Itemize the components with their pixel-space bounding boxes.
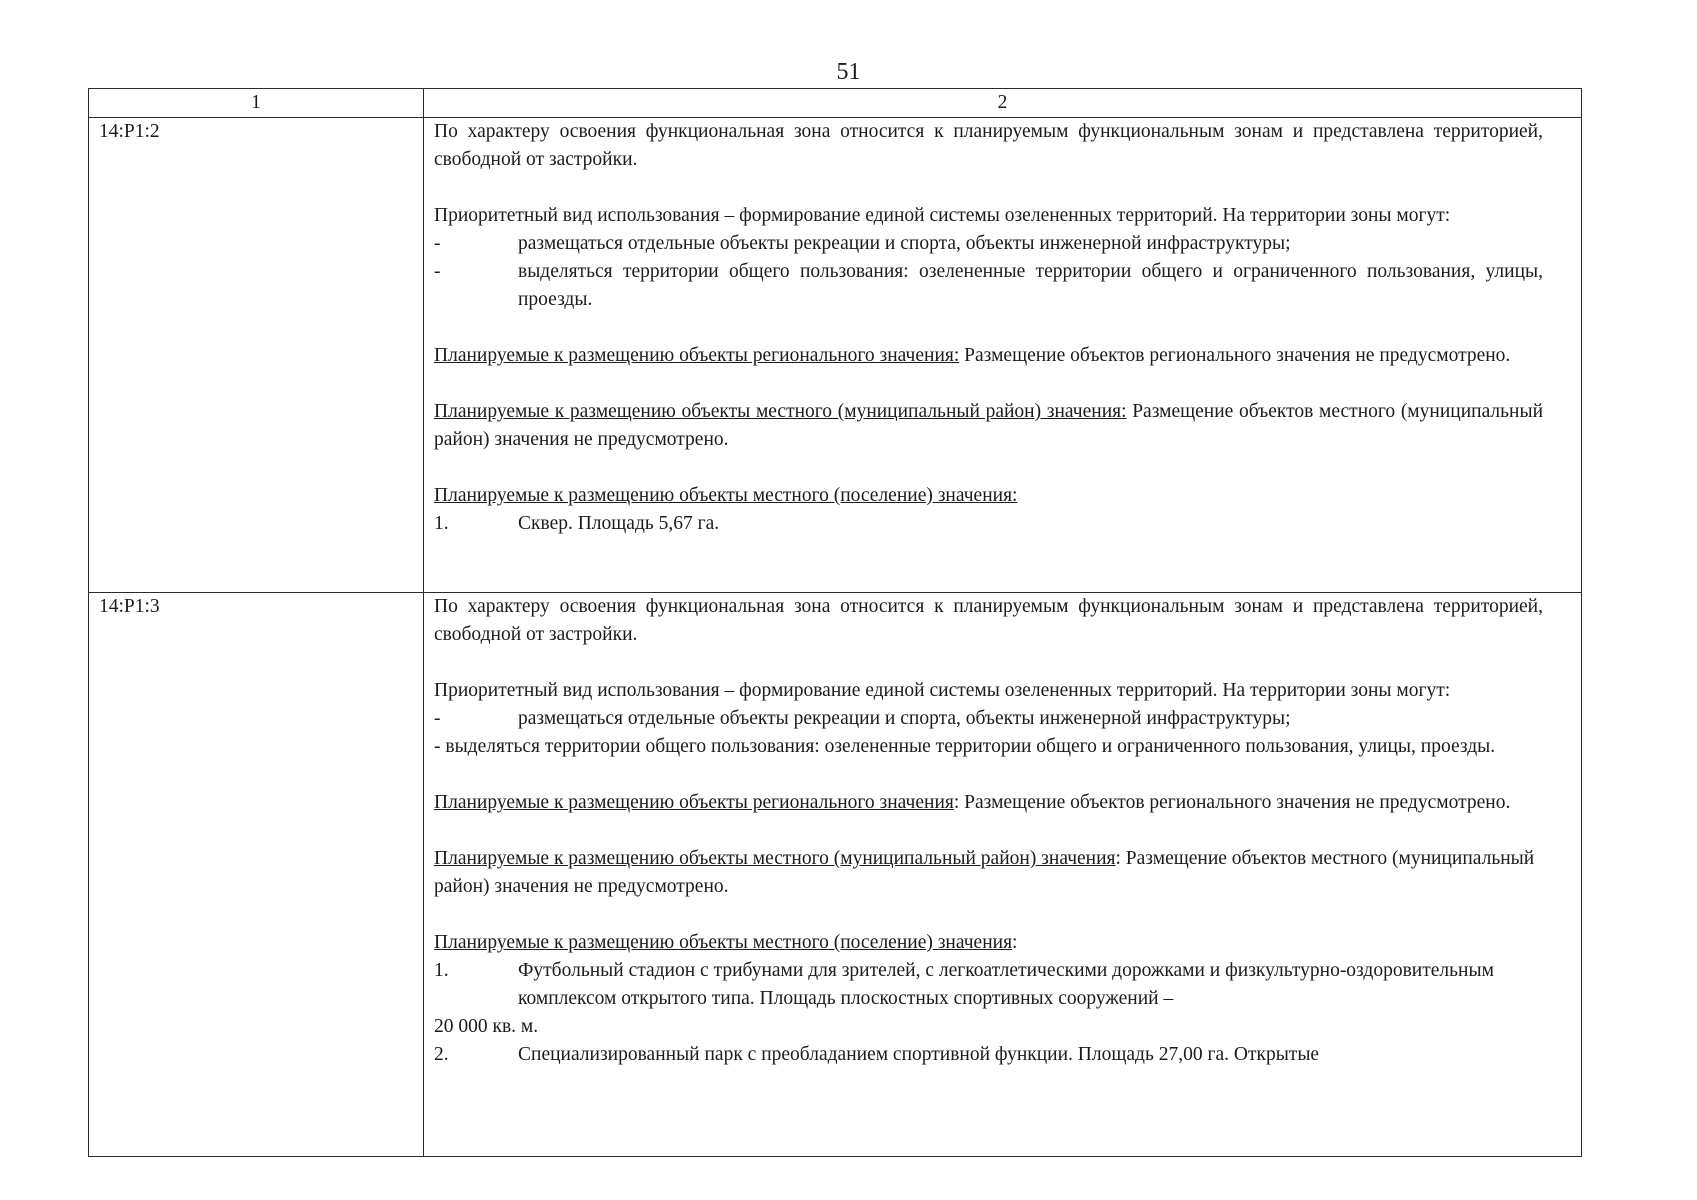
regional-objects (434, 789, 1543, 817)
local-objects-label: Планируемые к размещению объекты местного (поселение) значения (434, 932, 1013, 953)
district-objects (434, 845, 1543, 901)
district-objects-text: : Размещение объектов местного (муниципальный район) значения не предусмотрено. (434, 848, 1535, 897)
local-objects (434, 929, 1543, 957)
regional-objects-text: : Размещение объектов регионального значения не предусмотрено. (953, 792, 1511, 813)
list-item (434, 1041, 1543, 1069)
regional-objects (434, 342, 1543, 370)
regional-objects-label: Планируемые к размещению объекты регионального значения (434, 792, 954, 813)
development-character: По характеру освоения функциональная зона относится к планируемым функциональным зонам и представлена территорией, свободной от застройки. (434, 121, 1543, 170)
development-character: По характеру освоения функциональная зона относится к планируемым функциональным зонам и представлена территорией, свободной от застройки. (434, 596, 1543, 645)
local-objects-label: Планируемые к размещению объекты местного (поселение) значения: (434, 485, 1018, 506)
list-item-text: Футбольный стадион с трибунами для зрителей, с легкоатлетическими дорожками и физкультурно-оздоровительным комплексом открытого типа. Площадь плоскостных спортивных сооружений – (518, 960, 1494, 1009)
list-item (434, 957, 1543, 1013)
priority-use: Приоритетный вид использования – формирование единой системы озелененных территорий. На территории зоны могут: (434, 205, 1451, 226)
zones-table (88, 88, 1582, 1157)
regional-objects-text: Размещение объектов регионального значения не предусмотрено. (959, 345, 1511, 366)
list-item (434, 258, 1543, 314)
district-objects-label: Планируемые к размещению объекты местного (муниципальный район) значения: (434, 401, 1127, 422)
page-number: 51 (836, 59, 861, 85)
table-header-row (89, 89, 1582, 118)
list-item-continuation: 20 000 кв. м. (434, 1016, 539, 1037)
district-objects (434, 398, 1543, 454)
list-marker: - (434, 261, 441, 282)
list-marker: 1. (434, 960, 449, 981)
district-objects-text: Размещение объектов местного (муниципальный район) значения не предусмотрено. (434, 401, 1543, 450)
district-objects-label: Планируемые к размещению объекты местного (муниципальный район) значения (434, 848, 1116, 869)
list-item-text: Сквер. Площадь 5,67 га. (518, 513, 720, 534)
list-item (434, 230, 1543, 258)
list-item-text: размещаться отдельные объекты рекреации и спорта, объекты инженерной инфраструктуры; (518, 233, 1291, 254)
list-marker: 1. (434, 513, 449, 534)
zone-description (424, 118, 1582, 593)
local-objects-colon: : (1012, 932, 1018, 953)
column-header-2: 2 (424, 89, 1582, 118)
list-item (434, 705, 1543, 733)
column-header-1: 1 (89, 89, 424, 118)
zone-code: 14:Р1:2 (89, 118, 424, 593)
local-objects (434, 482, 1543, 510)
table-row (89, 593, 1582, 1157)
zone-description (424, 593, 1582, 1157)
priority-use: Приоритетный вид использования – формирование единой системы озелененных территорий. На территории зоны могут: (434, 680, 1451, 701)
regional-objects-label: Планируемые к размещению объекты регионального значения: (434, 345, 960, 366)
zone-code: 14:Р1:3 (89, 593, 424, 1157)
list-marker: - (434, 708, 441, 729)
list-item-plain: - выделяться территории общего пользования: озелененные территории общего и ограниченного пользования, улицы, проезды. (434, 736, 1496, 757)
list-item (434, 510, 1543, 538)
list-item-text: выделяться территории общего пользования: озелененные территории общего и ограниченного пользования, улицы, проезды. (518, 261, 1543, 310)
list-item-text: размещаться отдельные объекты рекреации и спорта, объекты инженерной инфраструктуры; (518, 708, 1291, 729)
list-marker: 2. (434, 1044, 449, 1065)
list-item-text: Специализированный парк с преобладанием спортивной функции. Площадь 27,00 га. Открытые (518, 1044, 1320, 1065)
list-marker: - (434, 233, 441, 254)
table-row (89, 118, 1582, 593)
